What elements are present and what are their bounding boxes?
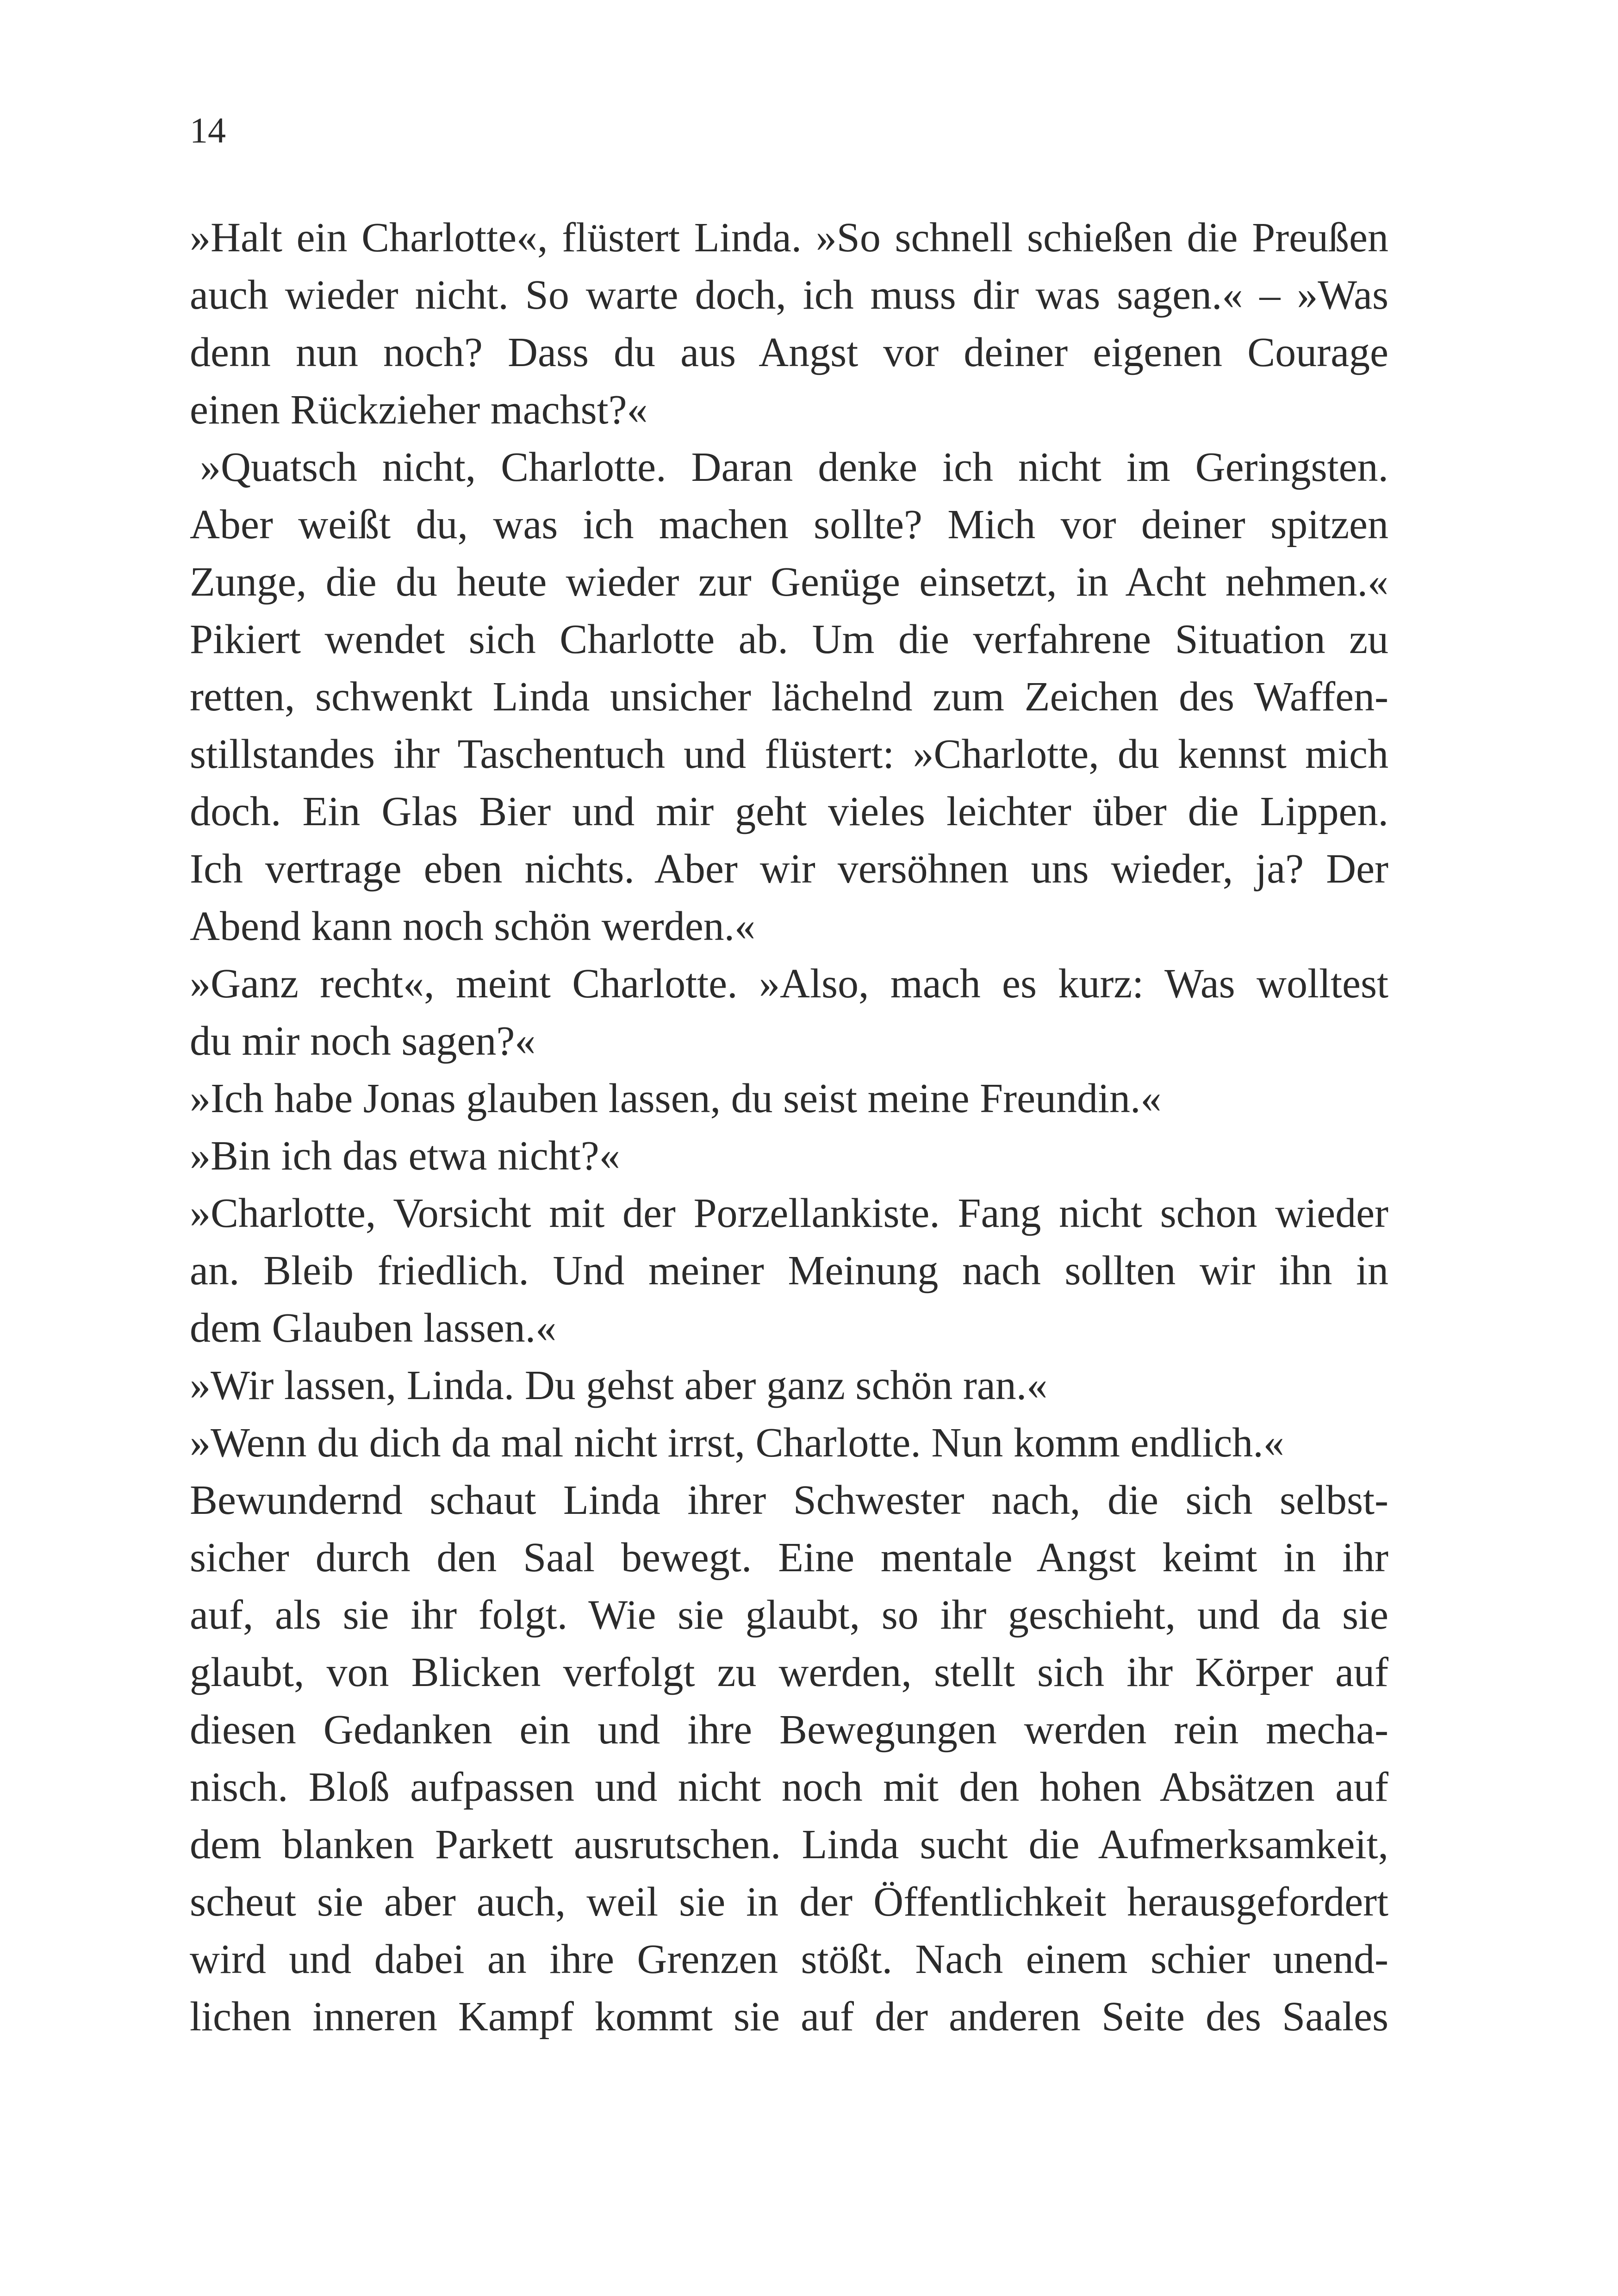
text-line: nisch. Bloß aufpassen und nicht noch mit den hohen Absätzen auf [190, 1764, 1388, 1810]
text-line: »Quatsch nicht, Charlotte. Daran denke ich nicht im Geringsten. [200, 444, 1388, 490]
text-line: stillstandes ihr Taschentuch und flüstert: »Charlotte, du kennst mich [190, 731, 1388, 777]
text-line: »Ich habe Jonas glauben lassen, du seist meine Freundin.« [190, 1076, 1162, 1121]
text-line: du mir noch sagen?« [190, 1018, 536, 1064]
text-line: dem Glauben lassen.« [190, 1305, 557, 1351]
text-line: dem blanken Parkett ausrutschen. Linda sucht die Aufmerksamkeit, [190, 1822, 1388, 1867]
text-line: Aber weißt du, was ich machen sollte? Mich vor deiner spitzen [190, 502, 1388, 548]
text-line: auf, als sie ihr folgt. Wie sie glaubt, so ihr geschieht, und da sie [190, 1592, 1388, 1638]
text-line: »Halt ein Charlotte«, flüstert Linda. »So schnell schießen die Preußen [190, 215, 1388, 261]
text-line: Pikiert wendet sich Charlotte ab. Um die verfahrene Situation zu [190, 616, 1388, 662]
text-line: Ich vertrage eben nichts. Aber wir versöhnen uns wieder, ja? Der [190, 846, 1388, 892]
text-line: »Charlotte, Vorsicht mit der Porzellankiste. Fang nicht schon wieder [190, 1190, 1388, 1236]
text-line: einen Rückzieher machst?« [190, 387, 648, 433]
text-line: doch. Ein Glas Bier und mir geht vieles leichter über die Lippen. [190, 789, 1388, 834]
page-number: 14 [190, 110, 226, 150]
text-line: glaubt, von Blicken verfolgt zu werden, stellt sich ihr Körper auf [190, 1649, 1388, 1695]
text-line: retten, schwenkt Linda unsicher lächelnd zum Zeichen des Waffen- [190, 674, 1388, 720]
text-line: sicher durch den Saal bewegt. Eine mentale Angst keimt in ihr [190, 1535, 1388, 1580]
body-text [190, 209, 1388, 2046]
text-line: lichen inneren Kampf kommt sie auf der anderen Seite des Saales [190, 1994, 1388, 2040]
text-line: scheut sie aber auch, weil sie in der Öffentlichkeit herausgefordert [190, 1879, 1388, 1925]
text-line: wird und dabei an ihre Grenzen stößt. Nach einem schier unend- [190, 1936, 1388, 1982]
text-line: an. Bleib friedlich. Und meiner Meinung nach sollten wir ihn in [190, 1248, 1388, 1294]
text-line: auch wieder nicht. So warte doch, ich muss dir was sagen.« – »Was [190, 272, 1388, 318]
text-line: Bewundernd schaut Linda ihrer Schwester nach, die sich selbst- [190, 1477, 1388, 1523]
text-line: Abend kann noch schön werden.« [190, 903, 756, 949]
text-line: diesen Gedanken ein und ihre Bewegungen werden rein mecha- [190, 1707, 1388, 1753]
text-line: »Wenn du dich da mal nicht irrst, Charlotte. Nun komm endlich.« [190, 1420, 1284, 1466]
text-line: »Ganz recht«, meint Charlotte. »Also, mach es kurz: Was wolltest [190, 961, 1388, 1007]
text-line: Zunge, die du heute wieder zur Genüge einsetzt, in Acht nehmen.« [190, 559, 1388, 605]
text-line: »Bin ich das etwa nicht?« [190, 1133, 620, 1179]
text-line: denn nun noch? Dass du aus Angst vor deiner eigenen Courage [190, 330, 1388, 375]
text-line: »Wir lassen, Linda. Du gehst aber ganz schön ran.« [190, 1363, 1048, 1408]
